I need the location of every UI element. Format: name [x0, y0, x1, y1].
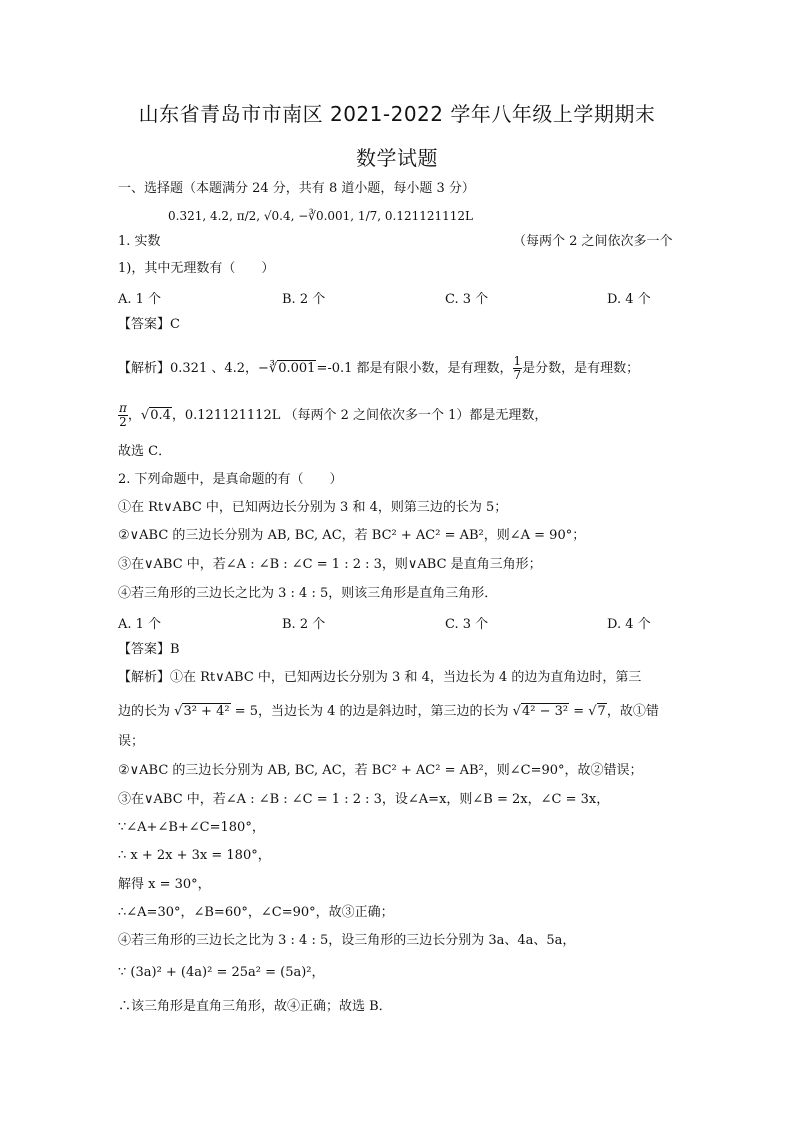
q1-analysis-line1	[118, 355, 639, 382]
q2-analysis-1: 【解析】①在 Rt∨ABC 中，已知两边长分别为 3 和 4，当边长为 4 的边为直角边时，第三	[118, 670, 642, 685]
fraction-pi-over-two: $\frac{\pi}{2}$	[119, 401, 127, 429]
q1-analysis-mid: =-0.1 都是有限小数，是有理数，	[316, 361, 513, 376]
q2-analysis-2-lead: 边的长为	[118, 704, 171, 719]
q2-analysis-11: ∵ (3a)² + (4a)² = 25a² = (5a)²，	[118, 965, 325, 980]
q2-statement-1: ①在 Rt∨ABC 中，已知两边长分别为 3 和 4，则第三边的长为 5；	[118, 500, 508, 515]
q2-analysis-8: 解得 x = 30°，	[118, 877, 211, 892]
q2-analysis-3: 误；	[118, 734, 145, 749]
q2-stem: 2. 下列命题中，是真命题的有（ ）	[118, 472, 343, 487]
cube-root-expr: −∛0.001	[258, 361, 316, 376]
q2-answer: 【答案】B	[118, 642, 180, 657]
doc-title: 山东省青岛市市南区 2021-2022 学年八年级上学期期末	[138, 102, 656, 126]
q2-analysis-2-mid: ，当边长为 4 的边是斜边时，第三边的长为	[258, 704, 509, 719]
q1-analysis-lead: 【解析】0.321 、4.2，	[118, 361, 259, 376]
q1-option-b: B. 2 个	[282, 292, 326, 307]
fraction-one-seventh: $\frac{1}{7}$	[513, 354, 522, 382]
q2-analysis-6: ∵∠A+∠B+∠C=180°，	[118, 820, 265, 835]
q2-analysis-10: ④若三角形的三边长之比为 3 : 4 : 5，设三角形的三边长分别为 3a、4a、5a，	[118, 933, 576, 948]
q2-analysis-2-tail: ，故①错	[606, 704, 659, 719]
q2-statement-4: ④若三角形的三边长之比为 3 : 4 : 5，则该三角形是直角三角形．	[118, 586, 498, 601]
q1-option-c: C. 3 个	[445, 292, 489, 307]
q1-option-a: A. 1 个	[118, 292, 162, 307]
q2-option-d: D. 4 个	[607, 617, 651, 632]
q1-number-list: 0.321, 4.2, π/2, √0.4, −∛0.001, 1/7, 0.121121112L	[168, 209, 474, 223]
q1-answer: 【答案】C	[118, 317, 180, 332]
q2-option-c: C. 3 个	[445, 617, 489, 632]
q1-conclusion: 故选 C．	[118, 444, 172, 459]
section-heading: 一、选择题（本题满分 24 分，共有 8 道小题，每小题 3 分）	[118, 181, 475, 196]
doc-subtitle: 数学试题	[356, 146, 438, 170]
q2-analysis-9: ∴∠A=30°，∠B=60°，∠C=90°，故③正确；	[118, 905, 394, 920]
q1-stem: 1)，其中无理数有（ ）	[118, 261, 275, 276]
q2-option-a: A. 1 个	[118, 617, 162, 632]
q2-statement-3: ③在∨ABC 中，若∠A : ∠B : ∠C = 1 : 2 : 3，则∨ABC 是直角三角形；	[118, 557, 542, 572]
q2-statement-2: ②∨ABC 的三边长分别为 AB, BC, AC，若 BC² + AC² = AB²，则∠A = 90°；	[118, 528, 586, 543]
q2-analysis-12: ∴该三角形是直角三角形，故④正确；故选 B．	[118, 999, 392, 1014]
q1-analysis-line2: $\frac{\pi}{2}$ ，√0.4，0.121121112L （每两个 2 之间依次多一个 1）都是无理数，	[119, 401, 548, 429]
q1-option-d: D. 4 个	[607, 292, 651, 307]
q1-analysis-irrational: ，0.121121112L （每两个 2 之间依次多一个 1）都是无理数，	[171, 408, 548, 423]
q1-suffix: （每两个 2 之间依次多一个	[513, 234, 673, 249]
q2-analysis-7: ∴ x + 2x + 3x = 180°，	[118, 848, 271, 863]
q2-analysis-5: ③在∨ABC 中，若∠A : ∠B : ∠C = 1 : 2 : 3，设∠A=x，则∠B = 2x，∠C = 3x，	[118, 792, 610, 807]
q2-analysis-4: ②∨ABC 的三边长分别为 AB, BC, AC，若 BC² + AC² = AB²，则∠C=90°，故②错误；	[118, 763, 643, 778]
q2-analysis-2: 边的长为 √3² + 4² = 5，当边长为 4 的边是斜边时，第三边的长为 √4² − 3² = √7，故①错	[118, 704, 659, 719]
q1-prefix: 1. 实数	[118, 234, 161, 249]
q1-analysis-tail: 是分数，是有理数；	[522, 361, 640, 376]
q2-option-b: B. 2 个	[282, 617, 326, 632]
